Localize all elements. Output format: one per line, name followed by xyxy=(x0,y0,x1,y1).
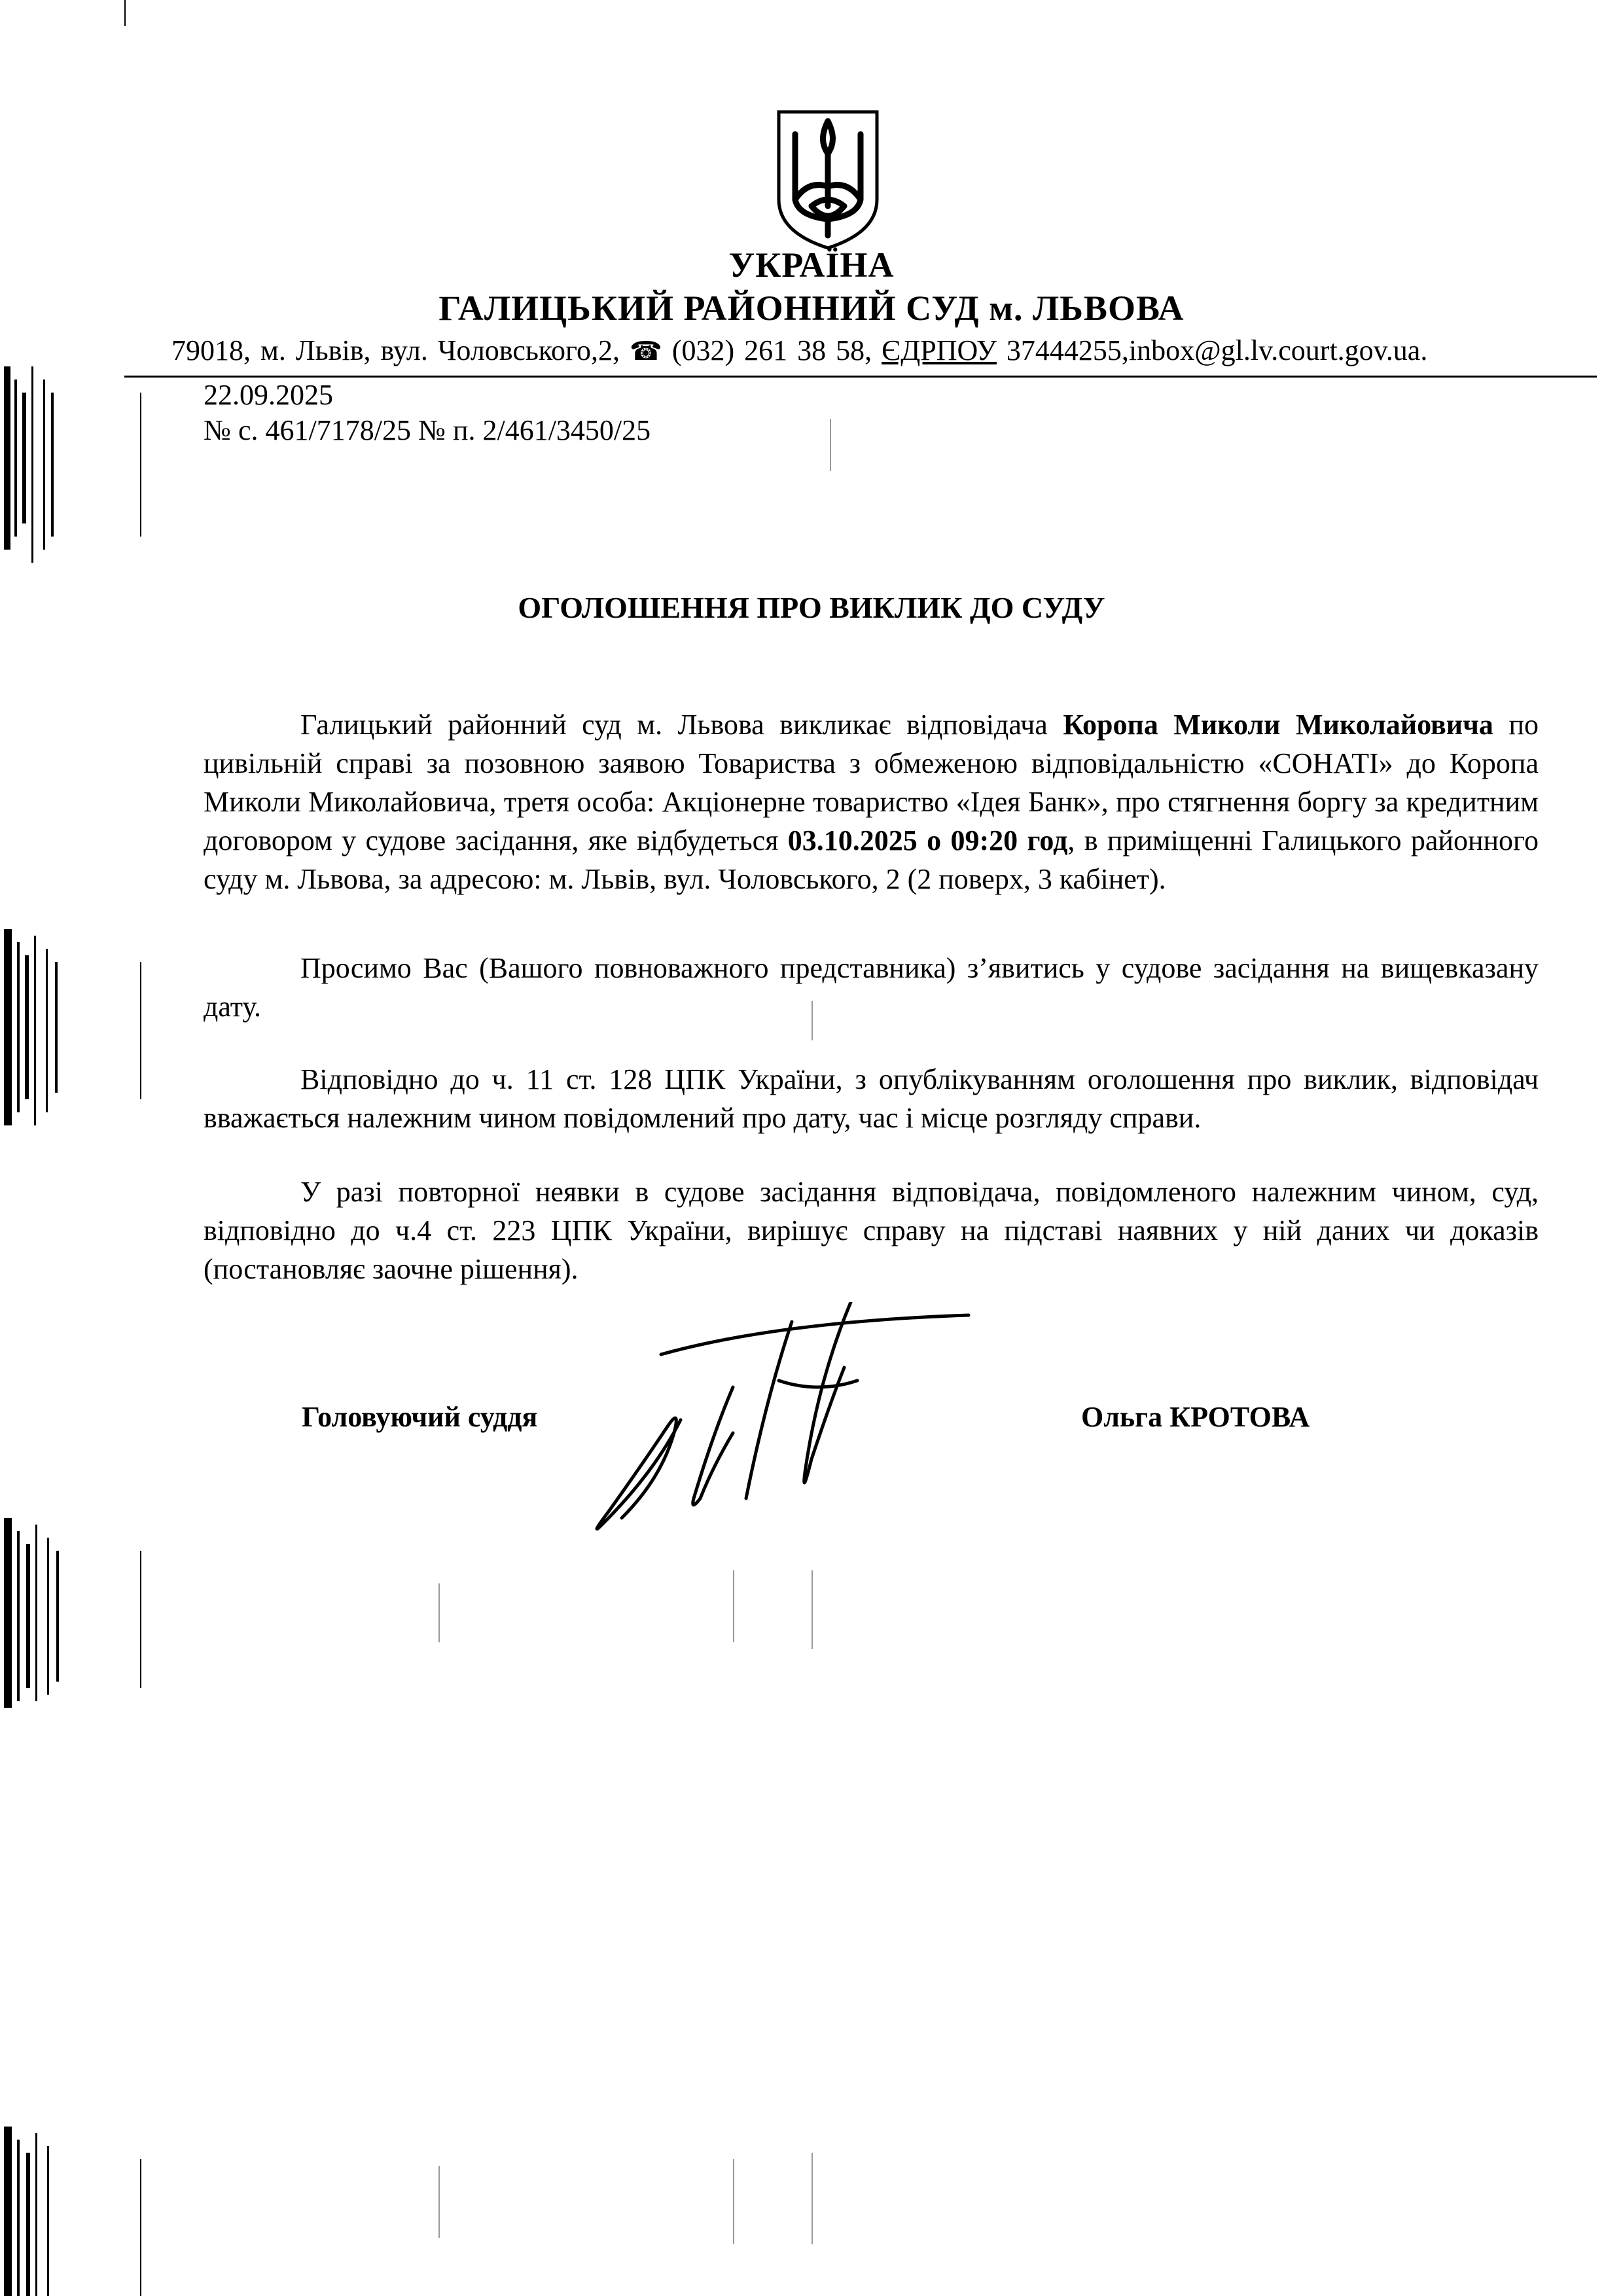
edrpou-and-email: 37444255,inbox@gl.lv.court.gov.ua. xyxy=(1006,334,1428,366)
document-date: 22.09.2025 xyxy=(204,379,333,411)
court-name-heading: ГАЛИЦЬКИЙ РАЙОННИЙ СУД м. ЛЬВОВА xyxy=(438,289,1185,328)
hearing-datetime: 03.10.2025 о 09:20 год xyxy=(787,824,1068,857)
coat-of-arms-icon xyxy=(772,108,883,252)
defendant-name: Коропа Миколи Миколайовича xyxy=(1063,709,1493,741)
summons-text-1: Галицький районний суд м. Львова викликає відповідача xyxy=(300,709,1063,741)
document-title: ОГОЛОШЕННЯ ПРО ВИКЛИК ДО СУДУ xyxy=(518,591,1105,624)
case-number: № с. 461/7178/25 № п. 2/461/3450/25 xyxy=(204,414,651,446)
summons-text-2: по цивільній справі за позовною заявою Товариства з обмеженою відповідальністю «СОНАТІ» до Коропа Миколи Миколайовича, третя особа: Акціонерне товариство «Ідея Банк», про стягнення боргу за кредитним договором у судове засідання, яке відбудеться xyxy=(204,709,1539,857)
request-text: Просимо Вас (Вашого повноважного представника) з’явитись у судове засідання на вищевказану дату. xyxy=(204,952,1539,1023)
summons-text-3: , в приміщенні Галицького районного суду м. Львова, за адресою: м. Львів, вул. Чоловського, 2 (2 поверх, 3 кабінет). xyxy=(204,824,1539,895)
paragraph-summons xyxy=(204,705,1539,898)
handwritten-signature xyxy=(582,1302,988,1538)
country-heading: УКРАЇНА xyxy=(728,245,895,285)
consequence-text: У разі повторної неявки в судове засідання відповідача, повідомленого належним чином, суд, відповідно до ч.4 ст. 223 ЦПК України, вирішує справу на підставі наявних у ній даних чи доказів (постановляє заочне рішення). xyxy=(204,1176,1539,1285)
paragraph-notice xyxy=(204,1060,1539,1137)
edrpou-label: ЄДРПОУ xyxy=(882,334,997,366)
phone-icon: ☎ xyxy=(630,336,662,366)
header-divider xyxy=(124,376,1597,378)
court-address: 79018, м. Львів, вул. Чоловського,2, xyxy=(171,334,620,366)
paragraph-request xyxy=(204,949,1539,1026)
court-address-line xyxy=(171,334,1584,367)
paragraph-consequence xyxy=(204,1173,1539,1288)
judge-name: Ольга КРОТОВА xyxy=(1081,1401,1310,1433)
court-phone: (032) 261 38 58, xyxy=(671,334,872,366)
judge-role: Головуючий суддя xyxy=(302,1401,538,1433)
notice-text: Відповідно до ч. 11 ст. 128 ЦПК України, з опублікуванням оголошення про виклик, відповідач вважається належним чином повідомлений про дату, час і місце розгляду справи. xyxy=(204,1063,1539,1134)
